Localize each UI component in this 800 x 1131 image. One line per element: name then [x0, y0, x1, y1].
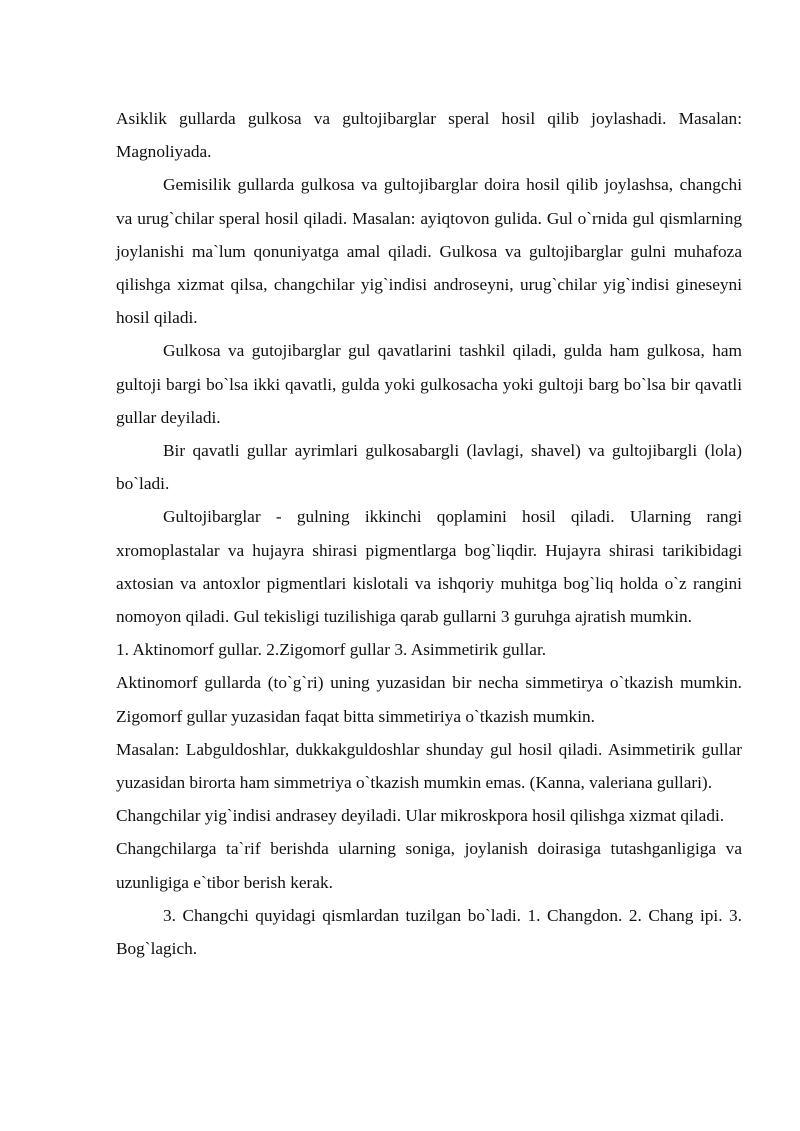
paragraph: Changchilar yig`indisi andrasey deyiladi. Ular mikroskpora hosil qilishga xizmat qiladi.: [116, 806, 725, 826]
paragraph: Asiklik gullarda gulkosa va gultojibarglar speral hosil qilib joylashadi. Masalan: Magnoliyada.: [116, 109, 742, 162]
paragraph: Aktinomorf gullarda (to`g`ri) uning yuzasidan bir necha simmetirya o`tkazish mumkin. Zigomorf gullar yuzasidan faqat bitta simmetiriya o`tkazish mumkin.: [116, 673, 742, 726]
document-body: [116, 102, 742, 965]
paragraph: 3. Changchi quyidagi qismlardan tuzilgan bo`ladi. 1. Changdon. 2. Chang ipi. 3. Bog`lagich.: [116, 905, 742, 959]
paragraph: Gemisilik gullarda gulkosa va gultojibarglar doira hosil qilib joylashsa, changchi va urug`chilar speral hosil qiladi. Masalan: ayiqtovon gulida. Gul o`rnida gul qismlarning joylanishi ma`lum qonuniyatga amal qiladi. Gulkosa va gultojibarglar gulni muhafoza qilishga xizmat qilsa, changchilar yig`indisi androseyni, urug`chilar yig`indisi gineseyni hosil qiladi.: [116, 175, 742, 328]
paragraph: Gultojibarglar - gulning ikkinchi qoplamini hosil qiladi. Ularning rangi xromoplastalar va hujayra shirasi pigmentlarga bog`liqdir. Hujayra shirasi tarikibidagi axtosian va antoxlor pigmentlari kislotali va ishqoriy muhitga bog`liq holda o`z rangini nomoyon qiladi. Gul tekisligi tuzilishiga qarab gullarni 3 guruhga ajratish mumkin.: [116, 507, 742, 627]
paragraph: Gulkosa va gutojibarglar gul qavatlarini tashkil qiladi, gulda ham gulkosa, ham gultoji bargi bo`lsa ikki qavatli, gulda yoki gulkosacha yoki gultoji barg bo`lsa bir qavatli gullar deyiladi.: [116, 341, 742, 427]
paragraph: 1. Aktinomorf gullar. 2.Zigomorf gullar 3. Asimmetirik gullar.: [116, 640, 547, 660]
paragraph: Changchilarga ta`rif berishda ularning soniga, joylanish doirasiga tutashganligiga va uzunligiga e`tibor berish kerak.: [116, 839, 742, 892]
paragraph: Bir qavatli gullar ayrimlari gulkosabargli (lavlagi, shavel) va gultojibargli (lola) bo`ladi.: [116, 441, 742, 494]
paragraph: Masalan: Labguldoshlar, dukkakguldoshlar shunday gul hosil qiladi. Asimmetirik gullar yuzasidan birorta ham simmetriya o`tkazish mumkin emas. (Kanna, valeriana gullari).: [116, 739, 742, 793]
